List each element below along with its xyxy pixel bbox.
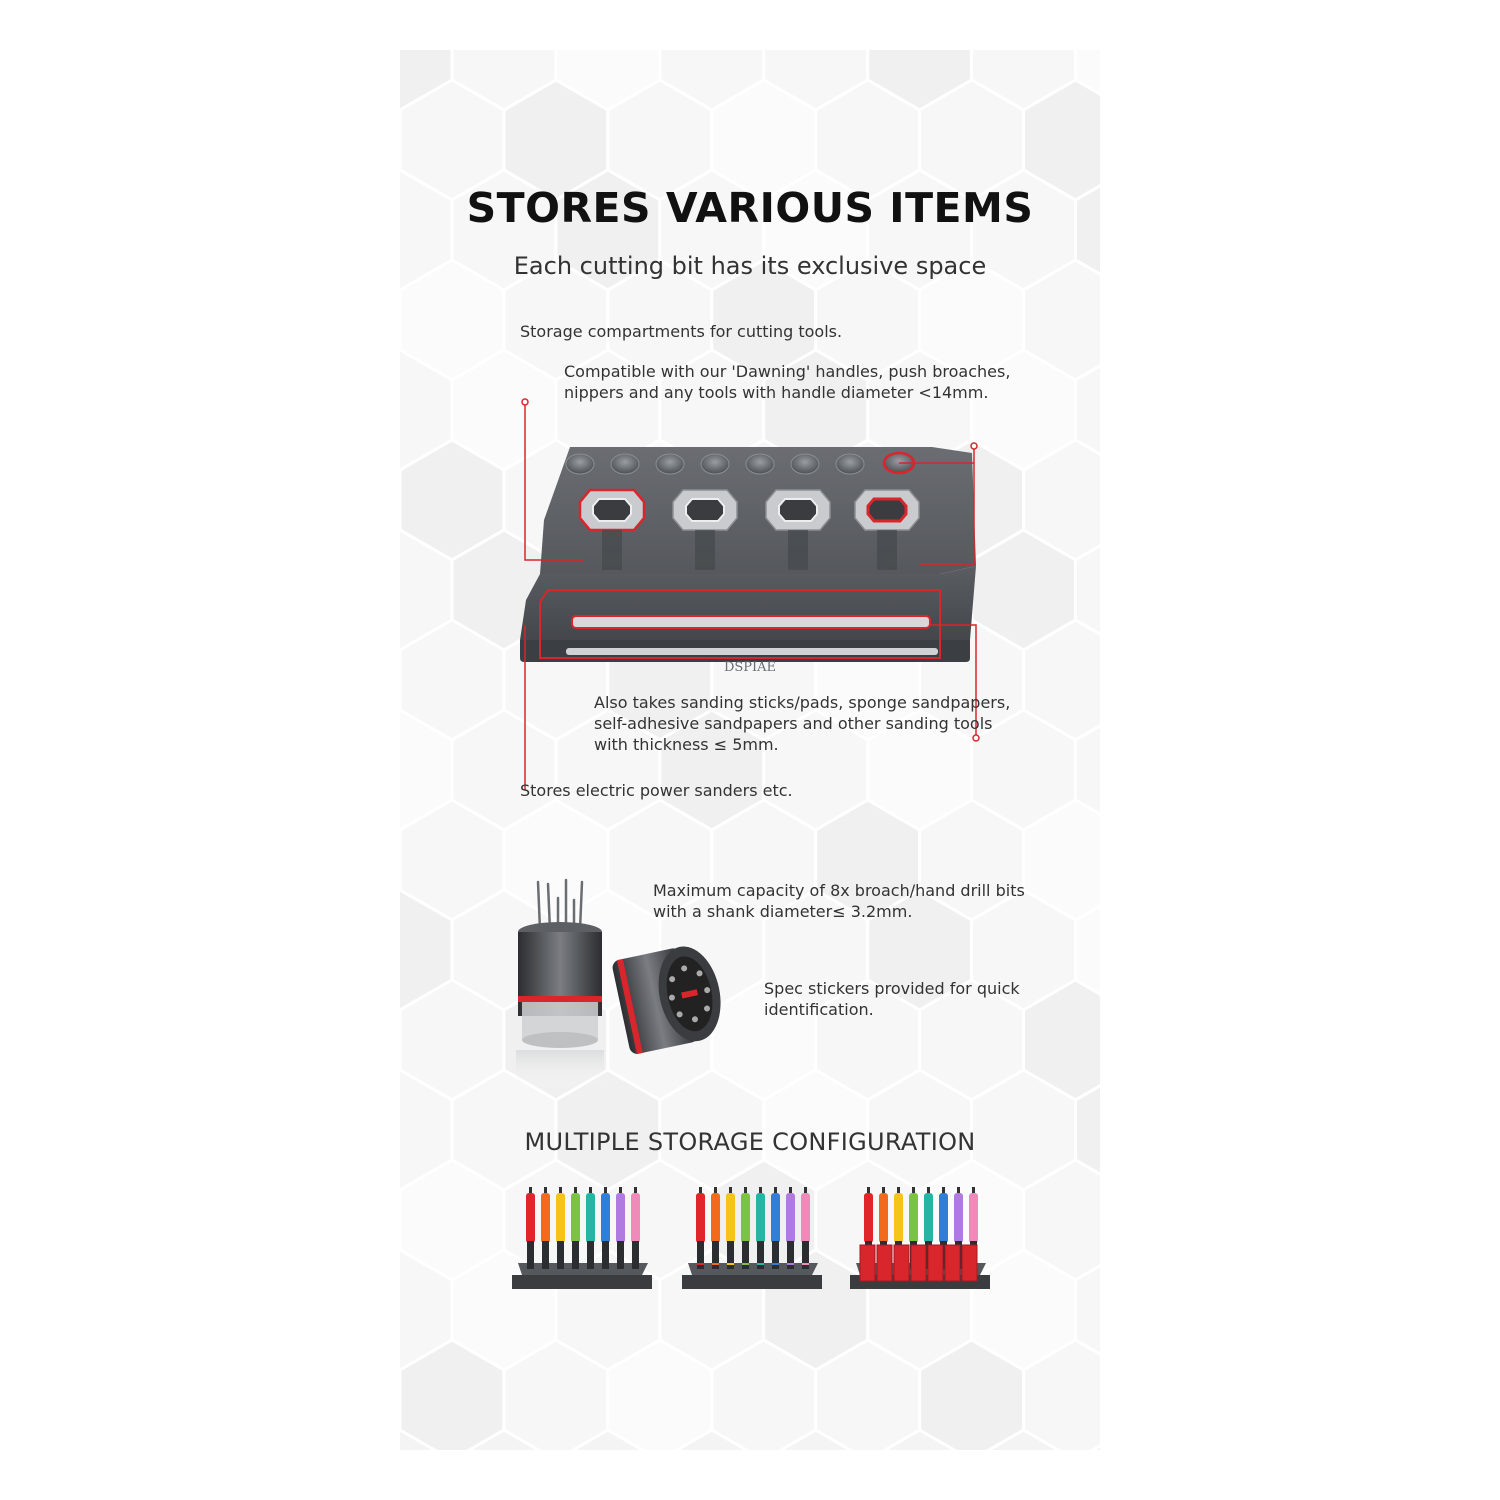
tool-handle [726,1187,735,1269]
tool-handle [616,1187,625,1269]
bit-holder-tilted [611,941,729,1056]
page-subtitle: Each cutting bit has its exclusive space [513,252,987,280]
config-3 [846,1185,996,1305]
tool-handle [586,1187,595,1269]
config-1 [508,1185,658,1305]
stickers-note-line1: Spec stickers provided for quick [764,979,1020,998]
brand-mark: DSPIAE [723,660,777,675]
callout-storage-compartments: Storage compartments for cutting tools. [520,322,843,341]
page-title: STORES VARIOUS ITEMS [466,184,1034,232]
callout-compatible-line2: nippers and any tools with handle diameter <14mm. [564,383,989,402]
red-bit-holders [860,1245,977,1281]
tool-handle [756,1187,765,1269]
callout-compatible-line1: Compatible with our 'Dawning' handles, push broaches, [564,362,1011,381]
product-panel [400,50,1100,1450]
tool-handle [801,1187,810,1269]
tool-handle [631,1187,640,1269]
tool-handle [571,1187,580,1269]
stickers-note [764,978,1020,1020]
capacity-note-line2: with a shank diameter≤ 3.2mm. [653,902,913,921]
tool-handle [771,1187,780,1269]
lower-slot [566,648,938,655]
callout-power-sanders: Stores electric power sanders etc. [520,781,793,800]
callout-sanding-line2: self-adhesive sandpapers and other sanding tools [594,714,993,733]
sanding-slot [572,616,930,628]
tool-handle [696,1187,705,1269]
tool-handle [526,1187,535,1269]
stickers-note-line2: identification. [764,1000,874,1019]
callout-sanding-line3: with thickness ≤ 5mm. [594,735,779,754]
config-2 [678,1185,828,1305]
callout-sanding [594,692,1010,755]
capacity-note-line1: Maximum capacity of 8x broach/hand drill bits [653,881,1025,900]
tool-handle [741,1187,750,1269]
bit-holder-standing [516,922,604,1090]
capacity-note [653,880,1025,922]
tool-handle [556,1187,565,1269]
callout-sanding-line1: Also takes sanding sticks/pads, sponge sandpapers, [594,693,1011,712]
tool-handle [541,1187,550,1269]
tool-handle [786,1187,795,1269]
section-title: MULTIPLE STORAGE CONFIGURATION [524,1128,976,1156]
tool-handle [711,1187,720,1269]
tool-handle [601,1187,610,1269]
